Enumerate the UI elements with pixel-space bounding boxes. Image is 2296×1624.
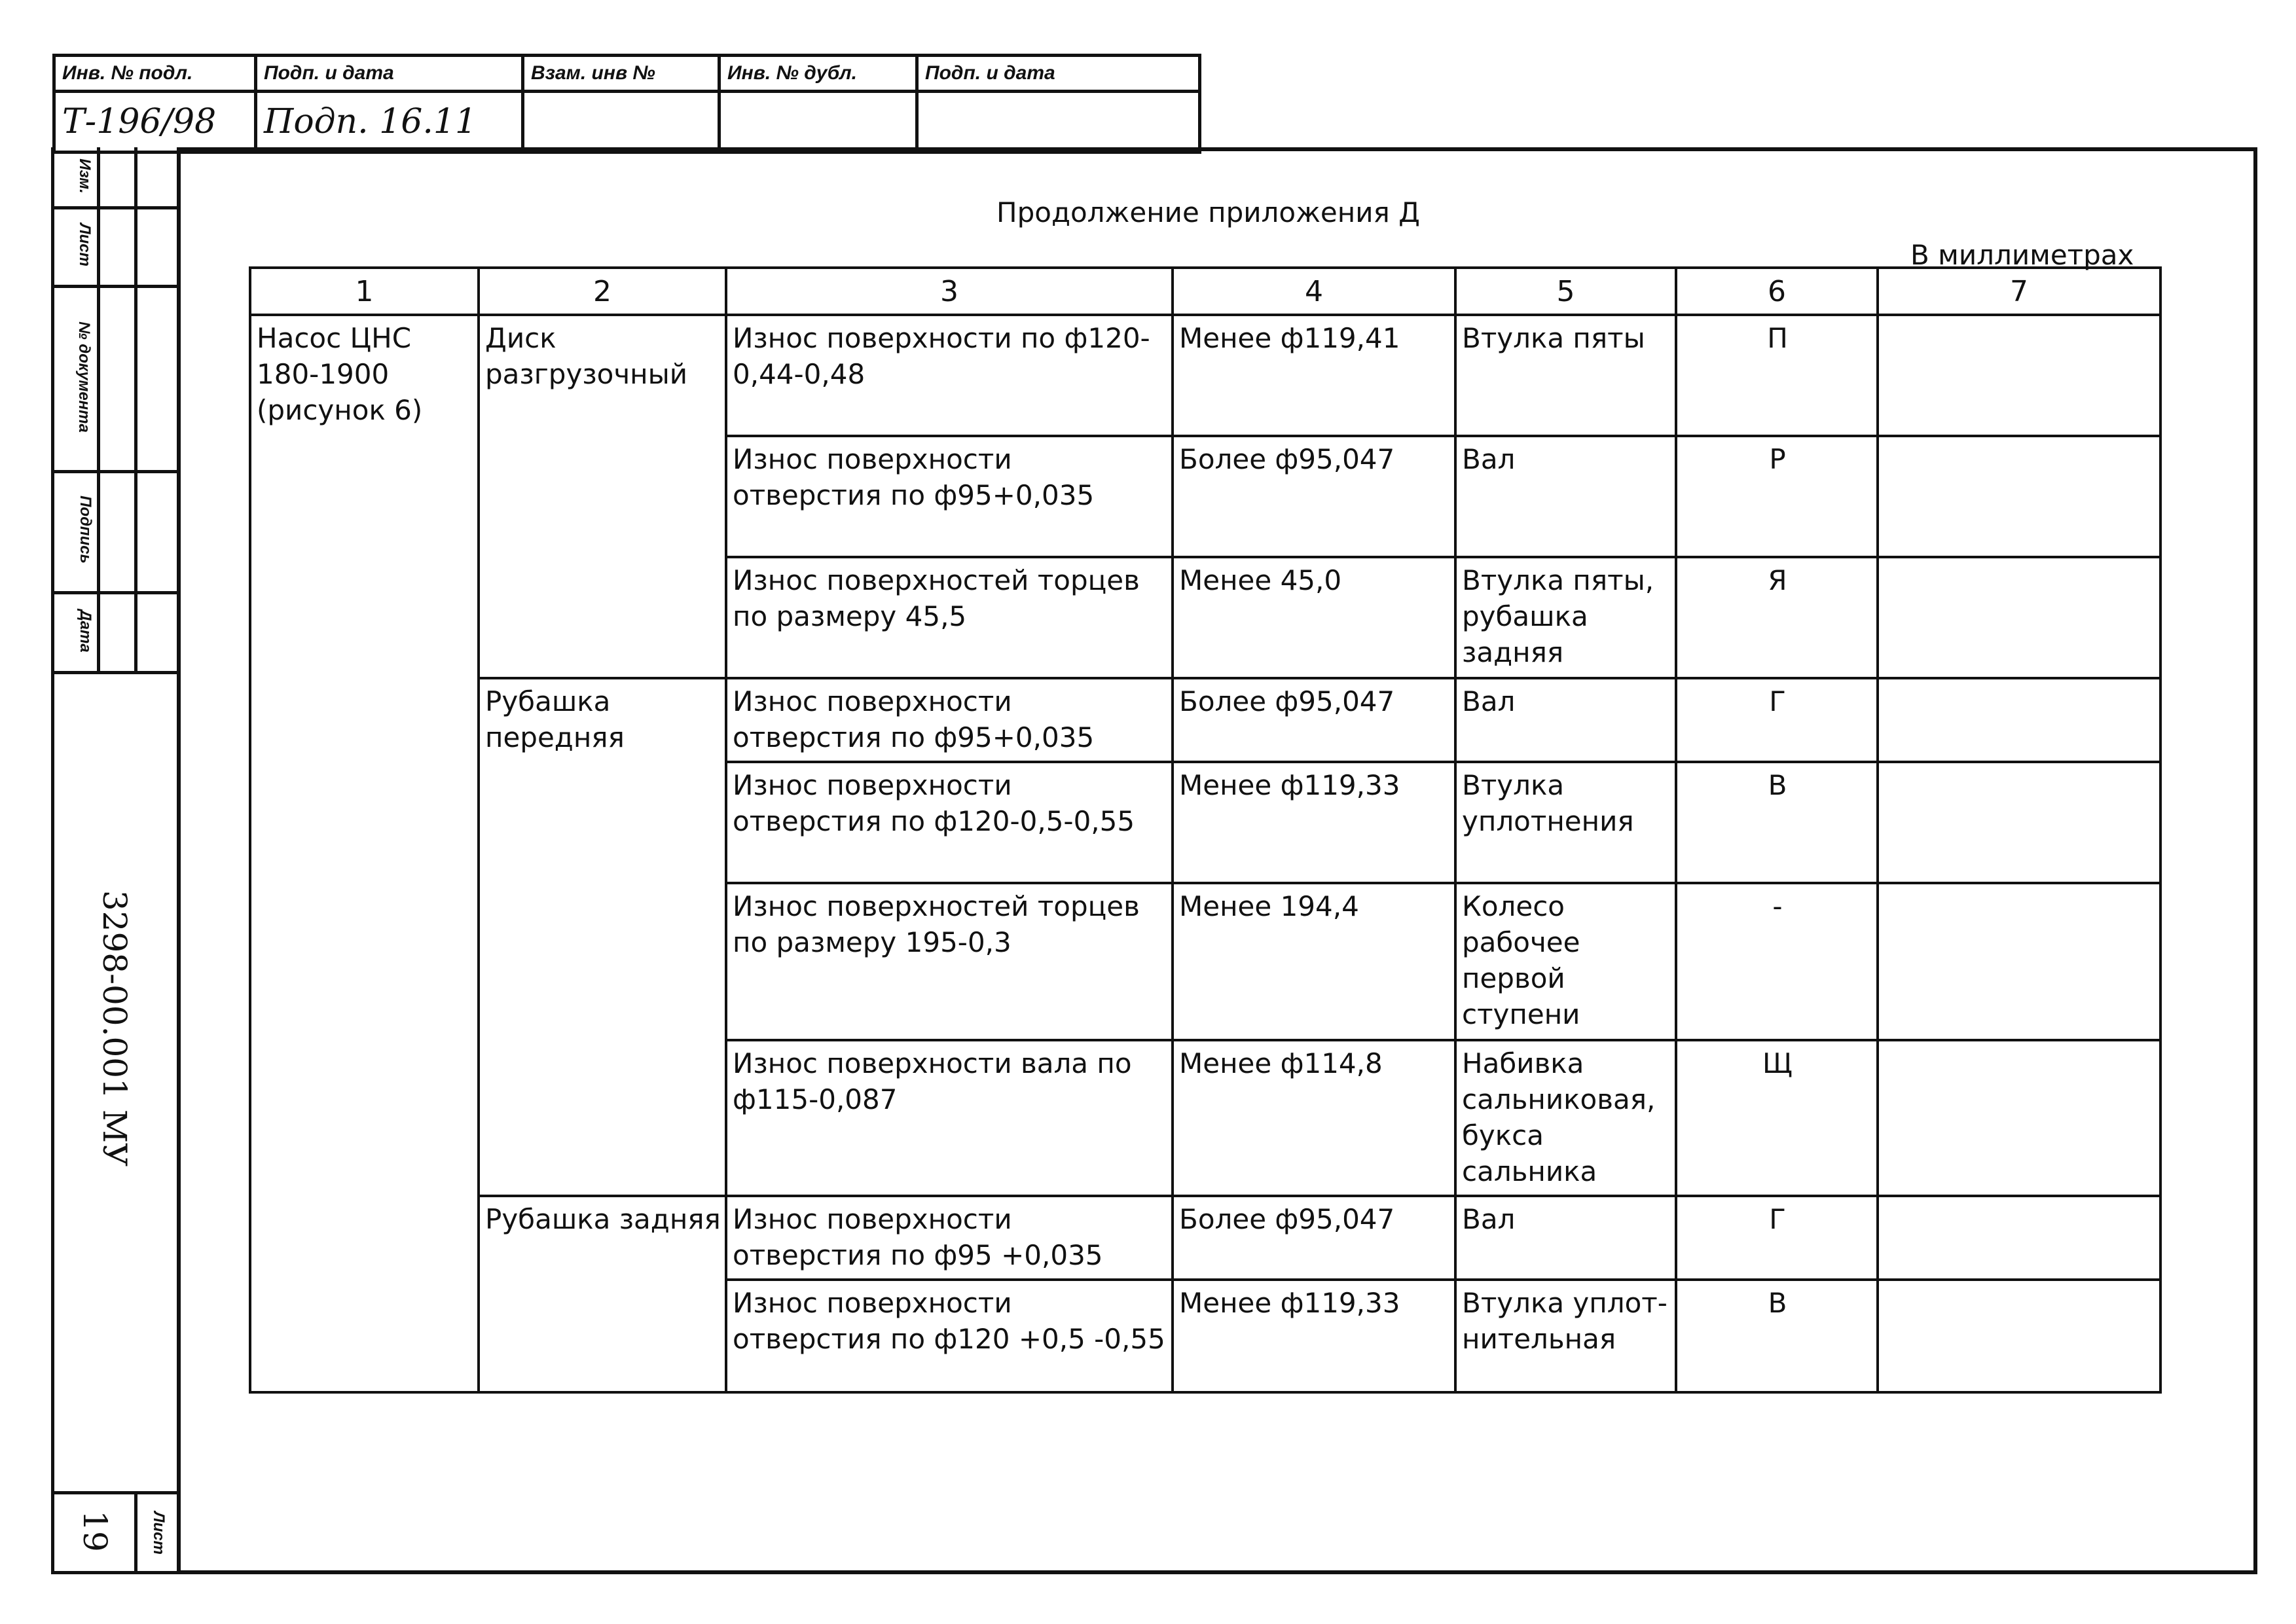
product-cell: Насос ЦНС 180-1900 (рисунок 6) [250,315,479,1392]
code-cell: П [1676,315,1878,436]
stamp-value-sign-date-2 [917,92,1200,153]
defect-cell: Износ поверхности отверстия по ф95 +0,035 [726,1196,1173,1280]
defect-cell: Износ поверхностей торцев по размеру 195-0,3 [726,883,1173,1040]
code-cell: Я [1676,557,1878,678]
code-cell: Г [1676,678,1878,762]
column-number: 7 [1878,268,2160,315]
stamp-value-replaced-inv [523,92,720,153]
sidebar-divider [51,591,181,594]
defect-cell: Износ поверхностей торцев по размеру 45,5 [726,557,1173,678]
stamp-header-inv-duplicate: Инв. № дубл. [720,56,917,92]
stamp-header-inv-original: Инв. № подл. [54,56,256,92]
stamp-header-sign-date-2: Подп. и дата [917,56,1200,92]
table-row [250,678,2160,762]
code-cell: Г [1676,1196,1878,1280]
sidebar-label-date: Дата [77,609,94,653]
mating-part-cell: Вал [1455,436,1676,557]
sidebar-label-sheet: Лист [76,223,94,266]
limit-cell: Более ф95,047 [1173,1196,1455,1280]
limit-cell: Менее 45,0 [1173,557,1455,678]
limit-cell: Менее ф114,8 [1173,1040,1455,1196]
approval-stamp [52,54,1198,151]
note-cell [1878,436,2160,557]
note-cell [1878,678,2160,762]
part-cell: Рубашка передняя [479,678,726,1196]
limit-cell: Менее 194,4 [1173,883,1455,1040]
mating-part-cell: Втулка пяты, рубашка задняя [1455,557,1676,678]
stamp-value-sign-date: Подп. 16.11 [256,92,523,153]
part-cell: Рубашка задняя [479,1196,726,1392]
page-heading: Продолжение приложения Д [996,196,1420,228]
sidebar-divider [51,671,181,674]
sidebar-strip [51,147,181,1574]
code-cell: В [1676,1280,1878,1392]
column-number: 5 [1455,268,1676,315]
defect-cell: Износ поверхности отверстия по ф95+0,035 [726,436,1173,557]
sidebar-divider [51,470,181,473]
column-number: 2 [479,268,726,315]
defect-cell: Износ поверхности отверстия по ф120 +0,5 -0,55 [726,1280,1173,1392]
part-cell: Диск разгрузочный [479,315,726,678]
table-row [250,1196,2160,1280]
code-cell: Р [1676,436,1878,557]
limit-cell: Менее ф119,33 [1173,1280,1455,1392]
mating-part-cell: Втулка пяты [1455,315,1676,436]
sheet-number: 19 [76,1510,114,1552]
sidebar-divider [134,1492,137,1574]
sidebar-divider [51,285,181,288]
mating-part-cell: Втулка уплот-нительная [1455,1280,1676,1392]
column-number: 3 [726,268,1173,315]
mating-part-cell: Вал [1455,1196,1676,1280]
note-cell [1878,883,2160,1040]
note-cell [1878,1040,2160,1196]
column-number: 4 [1173,268,1455,315]
sidebar-divider [51,206,181,209]
note-cell [1878,1196,2160,1280]
mating-part-cell: Колесо рабочее первой ступени [1455,883,1676,1040]
defect-cell: Износ поверхности по ф120-0,44-0,48 [726,315,1173,436]
mating-part-cell: Вал [1455,678,1676,762]
document-code: 3298-00.001 МУ [96,890,134,1167]
mating-part-cell: Втулка уплотнения [1455,762,1676,883]
stamp-header-replaced-inv: Взам. инв № [523,56,720,92]
defect-cell: Износ поверхности вала по ф115-0,087 [726,1040,1173,1196]
table-row [250,315,2160,436]
units-note: В миллиметрах [1910,239,2134,271]
column-number: 1 [250,268,479,315]
sidebar-divider [134,147,137,674]
stamp-value-inv-duplicate [720,92,917,153]
code-cell: В [1676,762,1878,883]
stamp-value-inv-original: Т-196/98 [54,92,256,153]
limit-cell: Более ф95,047 [1173,678,1455,762]
note-cell [1878,557,2160,678]
note-cell [1878,762,2160,883]
sidebar-divider [51,1491,181,1494]
limit-cell: Менее ф119,33 [1173,762,1455,883]
defect-cell: Износ поверхности отверстия по ф95+0,035 [726,678,1173,762]
stamp-header-sign-date: Подп. и дата [256,56,523,92]
limit-cell: Более ф95,047 [1173,436,1455,557]
defect-cell: Износ поверхности отверстия по ф120-0,5-0,55 [726,762,1173,883]
mating-part-cell: Набивка сальниковая, букса сальника [1455,1040,1676,1196]
code-cell: - [1676,883,1878,1040]
column-number: 6 [1676,268,1878,315]
sidebar-label-signature: Подпись [77,496,94,564]
sidebar-divider [97,147,100,674]
column-number-row [250,268,2160,315]
sheet-label: Лист [150,1511,168,1555]
sidebar-label-document: № документа [75,321,93,433]
note-cell [1878,1280,2160,1392]
code-cell: Щ [1676,1040,1878,1196]
defect-table [249,266,2162,1394]
sidebar-label-change: Изм. [76,158,94,194]
note-cell [1878,315,2160,436]
limit-cell: Менее ф119,41 [1173,315,1455,436]
